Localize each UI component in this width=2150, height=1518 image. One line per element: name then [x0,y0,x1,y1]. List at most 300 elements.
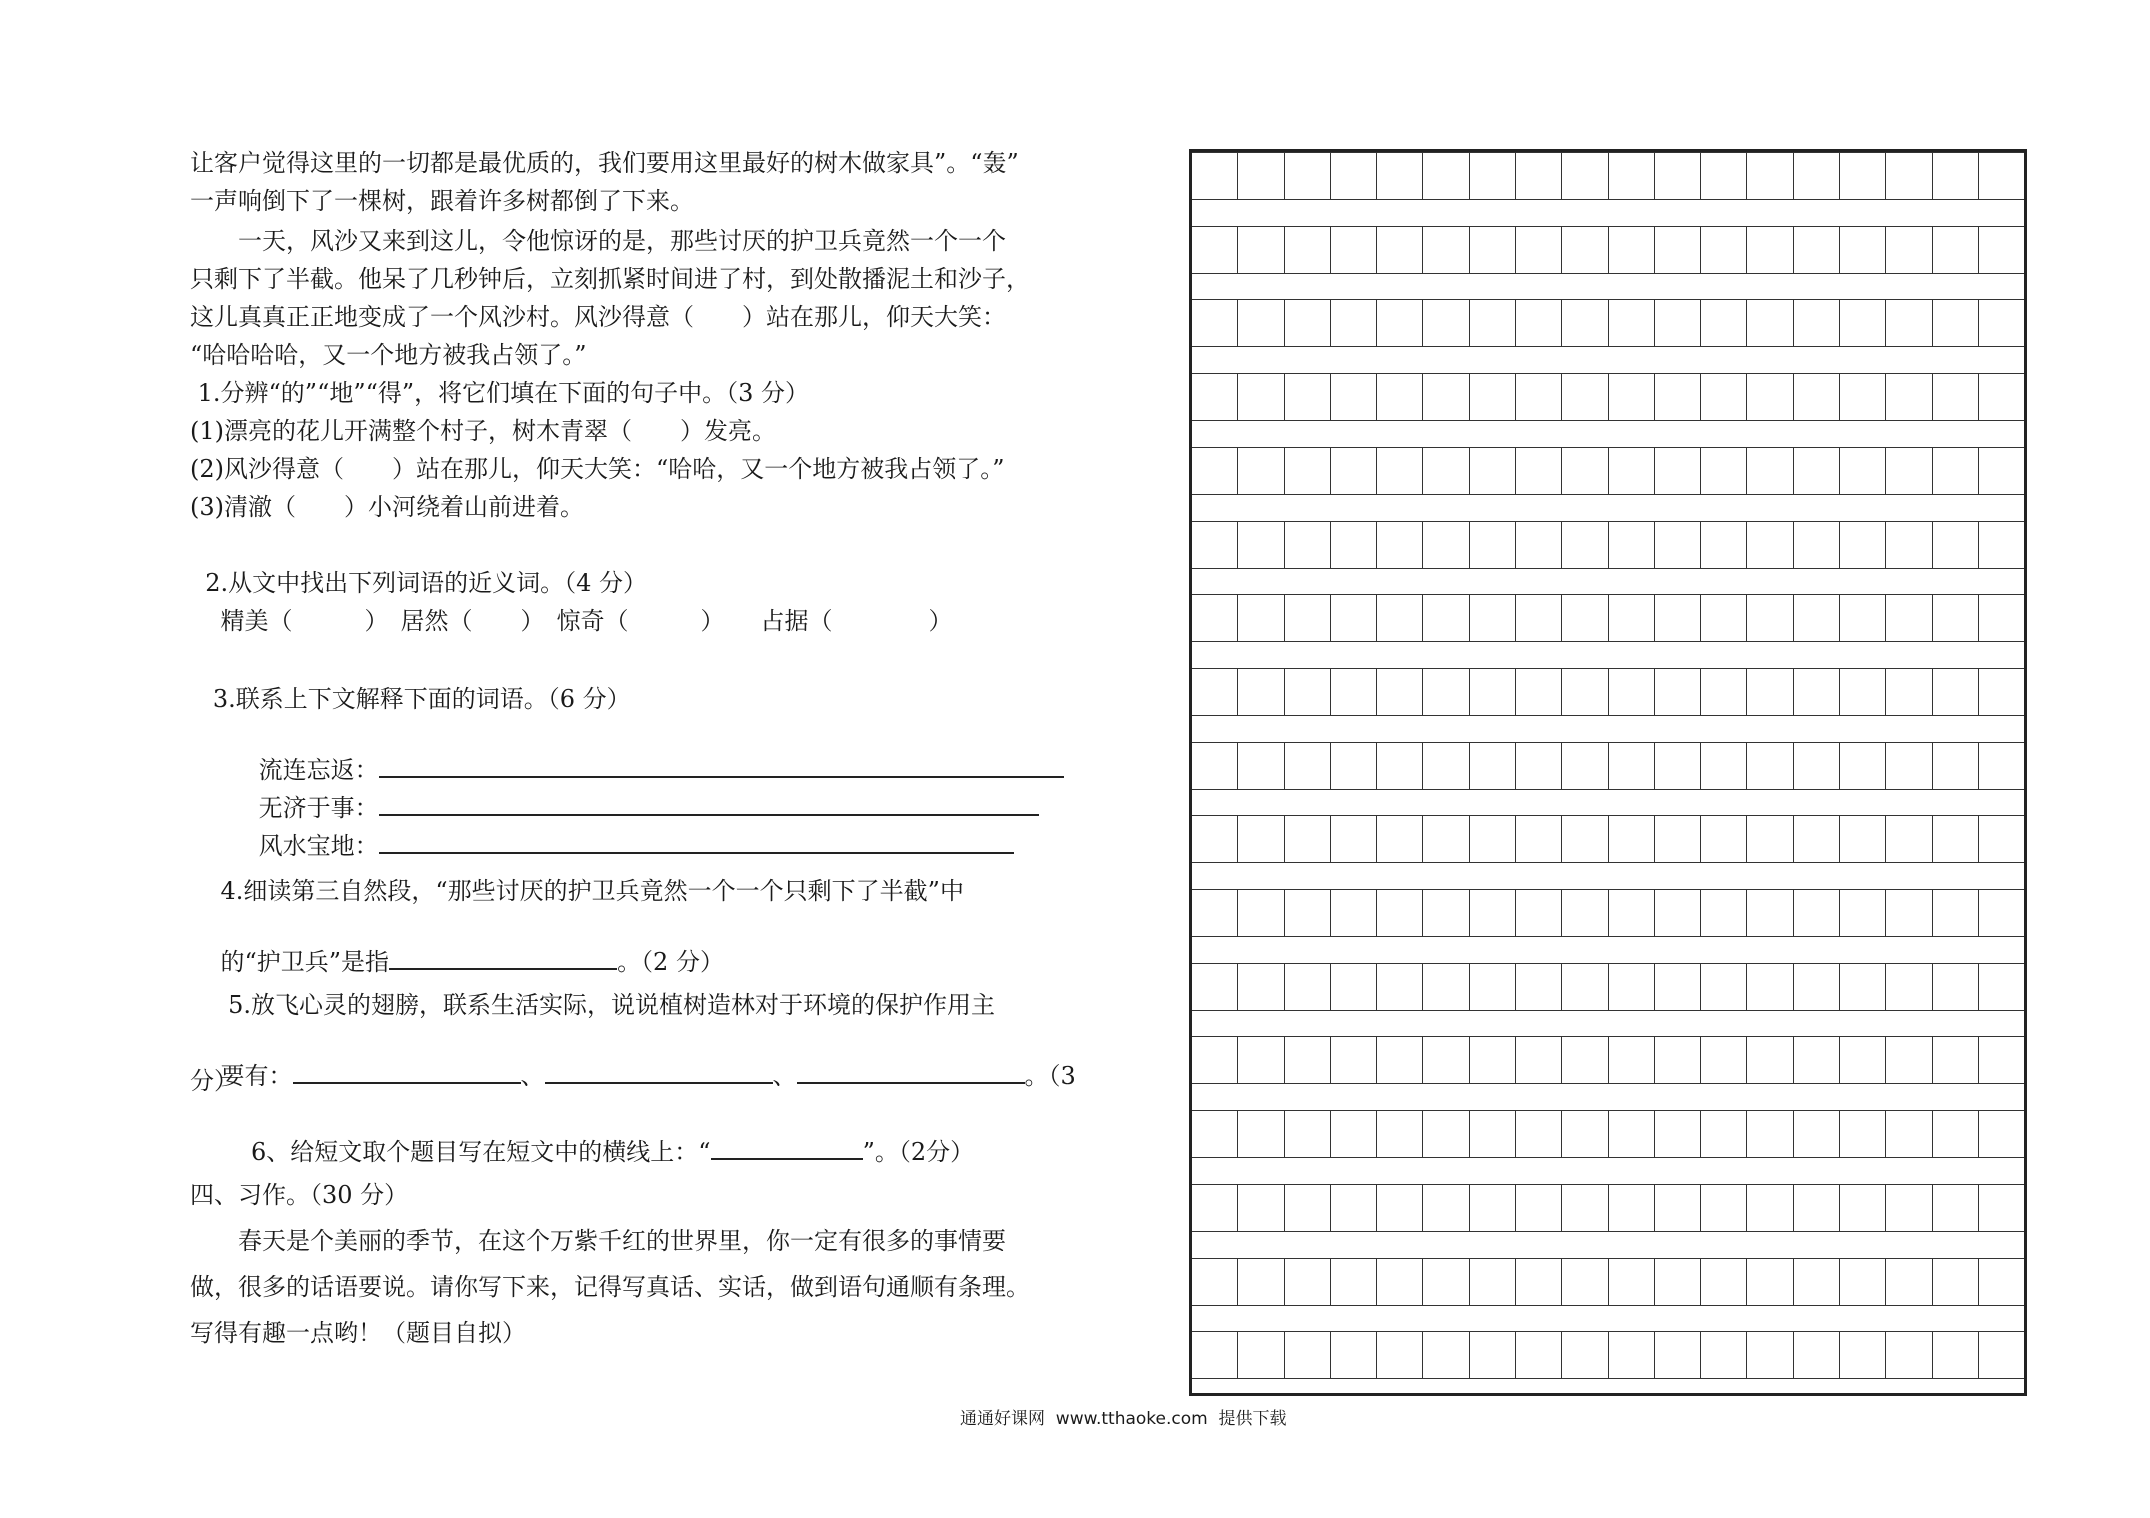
grid-cell[interactable] [1886,964,1932,1010]
grid-cell[interactable] [1655,669,1701,715]
grid-cell[interactable] [1470,374,1516,420]
grid-cell[interactable] [1609,1037,1655,1083]
grid-cell[interactable] [1655,890,1701,936]
grid-cell[interactable] [1794,816,1840,862]
grid-cell[interactable] [1470,964,1516,1010]
grid-cell[interactable] [1470,300,1516,346]
grid-cell[interactable] [1609,890,1655,936]
grid-cell[interactable] [1377,816,1423,862]
grid-cell[interactable] [1516,890,1562,936]
grid-cell[interactable] [1516,1111,1562,1157]
grid-cell[interactable] [1562,1185,1608,1231]
answer-blank[interactable] [545,1058,773,1084]
grid-cell[interactable] [1840,1037,1886,1083]
grid-cell[interactable] [1192,1185,1238,1231]
grid-cell[interactable] [1377,595,1423,641]
grid-cell[interactable] [1933,227,1979,273]
grid-cell[interactable] [1423,1111,1469,1157]
grid-cell[interactable] [1933,595,1979,641]
grid-cell[interactable] [1886,522,1932,568]
grid-cell[interactable] [1840,816,1886,862]
grid-cell[interactable] [1285,964,1331,1010]
grid-cell[interactable] [1655,227,1701,273]
grid-cell[interactable] [1840,1111,1886,1157]
grid-cell[interactable] [1423,227,1469,273]
grid-cell[interactable] [1794,448,1840,494]
grid-cell[interactable] [1192,1037,1238,1083]
grid-cell[interactable] [1331,1332,1377,1378]
grid-cell[interactable] [1840,227,1886,273]
grid-cell[interactable] [1701,964,1747,1010]
grid-cell[interactable] [1470,595,1516,641]
grid-cell[interactable] [1747,1332,1793,1378]
grid-cell[interactable] [1238,1185,1284,1231]
grid-cell[interactable] [1794,1259,1840,1305]
grid-cell[interactable] [1933,890,1979,936]
grid-cell[interactable] [1562,300,1608,346]
grid-cell[interactable] [1331,964,1377,1010]
grid-cell[interactable] [1377,448,1423,494]
grid-cell[interactable] [1840,300,1886,346]
grid-cell[interactable] [1238,1111,1284,1157]
grid-cell[interactable] [1794,522,1840,568]
grid-cell[interactable] [1562,522,1608,568]
grid-cell[interactable] [1933,374,1979,420]
grid-cell[interactable] [1516,595,1562,641]
grid-cell[interactable] [1979,1037,2024,1083]
grid-cell[interactable] [1331,374,1377,420]
grid-cell[interactable] [1794,890,1840,936]
grid-cell[interactable] [1701,522,1747,568]
grid-cell[interactable] [1377,227,1423,273]
grid-cell[interactable] [1655,1037,1701,1083]
grid-cell[interactable] [1886,300,1932,346]
grid-cell[interactable] [1609,816,1655,862]
grid-cell[interactable] [1285,153,1331,199]
grid-cell[interactable] [1470,1037,1516,1083]
grid-cell[interactable] [1285,816,1331,862]
title-blank[interactable] [711,1134,863,1160]
grid-cell[interactable] [1562,448,1608,494]
grid-cell[interactable] [1377,1185,1423,1231]
grid-cell[interactable] [1979,669,2024,715]
grid-cell[interactable] [1516,153,1562,199]
grid-cell[interactable] [1886,1037,1932,1083]
grid-cell[interactable] [1794,1111,1840,1157]
grid-cell[interactable] [1979,522,2024,568]
grid-cell[interactable] [1192,595,1238,641]
grid-cell[interactable] [1562,153,1608,199]
grid-cell[interactable] [1192,743,1238,789]
grid-cell[interactable] [1655,300,1701,346]
grid-cell[interactable] [1238,1259,1284,1305]
grid-cell[interactable] [1285,890,1331,936]
grid-cell[interactable] [1933,1111,1979,1157]
grid-cell[interactable] [1840,1332,1886,1378]
grid-cell[interactable] [1470,1259,1516,1305]
grid-cell[interactable] [1794,595,1840,641]
grid-cell[interactable] [1516,374,1562,420]
grid-cell[interactable] [1377,1259,1423,1305]
grid-cell[interactable] [1331,1259,1377,1305]
grid-cell[interactable] [1747,1259,1793,1305]
grid-cell[interactable] [1285,374,1331,420]
grid-cell[interactable] [1377,153,1423,199]
grid-cell[interactable] [1423,1259,1469,1305]
grid-cell[interactable] [1979,227,2024,273]
grid-cell[interactable] [1747,300,1793,346]
grid-cell[interactable] [1377,669,1423,715]
grid-cell[interactable] [1794,1185,1840,1231]
grid-cell[interactable] [1609,1111,1655,1157]
grid-cell[interactable] [1933,1332,1979,1378]
grid-cell[interactable] [1933,1037,1979,1083]
grid-cell[interactable] [1609,1332,1655,1378]
grid-cell[interactable] [1794,153,1840,199]
grid-cell[interactable] [1377,890,1423,936]
grid-cell[interactable] [1794,300,1840,346]
grid-cell[interactable] [1701,1185,1747,1231]
grid-cell[interactable] [1794,374,1840,420]
grid-cell[interactable] [1701,227,1747,273]
grid-cell[interactable] [1423,743,1469,789]
grid-cell[interactable] [1470,1332,1516,1378]
grid-cell[interactable] [1747,153,1793,199]
answer-blank[interactable] [379,828,1014,854]
grid-cell[interactable] [1331,743,1377,789]
grid-cell[interactable] [1423,448,1469,494]
grid-cell[interactable] [1840,669,1886,715]
grid-cell[interactable] [1516,1037,1562,1083]
grid-cell[interactable] [1933,669,1979,715]
grid-cell[interactable] [1192,1259,1238,1305]
grid-cell[interactable] [1655,1259,1701,1305]
grid-cell[interactable] [1794,1037,1840,1083]
grid-cell[interactable] [1840,448,1886,494]
grid-cell[interactable] [1377,300,1423,346]
grid-cell[interactable] [1192,300,1238,346]
grid-cell[interactable] [1285,1332,1331,1378]
grid-cell[interactable] [1979,153,2024,199]
grid-cell[interactable] [1285,227,1331,273]
grid-cell[interactable] [1609,669,1655,715]
grid-cell[interactable] [1470,743,1516,789]
grid-cell[interactable] [1423,522,1469,568]
grid-cell[interactable] [1470,816,1516,862]
grid-cell[interactable] [1747,816,1793,862]
answer-blank[interactable] [389,944,617,970]
grid-cell[interactable] [1701,1332,1747,1378]
grid-cell[interactable] [1562,816,1608,862]
grid-cell[interactable] [1470,522,1516,568]
grid-cell[interactable] [1423,669,1469,715]
grid-cell[interactable] [1933,300,1979,346]
grid-cell[interactable] [1377,743,1423,789]
grid-cell[interactable] [1516,448,1562,494]
grid-cell[interactable] [1331,1037,1377,1083]
grid-cell[interactable] [1516,300,1562,346]
grid-cell[interactable] [1886,1259,1932,1305]
grid-cell[interactable] [1377,1037,1423,1083]
grid-cell[interactable] [1192,669,1238,715]
grid-cell[interactable] [1747,1111,1793,1157]
grid-cell[interactable] [1655,1332,1701,1378]
grid-cell[interactable] [1747,595,1793,641]
grid-cell[interactable] [1886,669,1932,715]
grid-cell[interactable] [1979,448,2024,494]
grid-cell[interactable] [1192,964,1238,1010]
grid-cell[interactable] [1886,1111,1932,1157]
grid-cell[interactable] [1238,300,1284,346]
grid-cell[interactable] [1331,1185,1377,1231]
grid-cell[interactable] [1655,522,1701,568]
grid-cell[interactable] [1747,743,1793,789]
grid-cell[interactable] [1423,816,1469,862]
grid-cell[interactable] [1285,448,1331,494]
grid-cell[interactable] [1192,890,1238,936]
grid-cell[interactable] [1423,890,1469,936]
grid-cell[interactable] [1979,595,2024,641]
grid-cell[interactable] [1933,1259,1979,1305]
grid-cell[interactable] [1238,448,1284,494]
grid-cell[interactable] [1470,890,1516,936]
grid-cell[interactable] [1840,1185,1886,1231]
grid-cell[interactable] [1655,816,1701,862]
grid-cell[interactable] [1840,153,1886,199]
grid-cell[interactable] [1609,448,1655,494]
grid-cell[interactable] [1886,227,1932,273]
grid-cell[interactable] [1747,1037,1793,1083]
grid-cell[interactable] [1238,1037,1284,1083]
grid-cell[interactable] [1516,669,1562,715]
grid-cell[interactable] [1933,153,1979,199]
grid-cell[interactable] [1609,374,1655,420]
grid-cell[interactable] [1840,595,1886,641]
grid-cell[interactable] [1192,816,1238,862]
grid-cell[interactable] [1979,300,2024,346]
grid-cell[interactable] [1655,1185,1701,1231]
grid-cell[interactable] [1886,374,1932,420]
grid-cell[interactable] [1886,1185,1932,1231]
grid-cell[interactable] [1470,448,1516,494]
grid-cell[interactable] [1470,227,1516,273]
grid-cell[interactable] [1747,1185,1793,1231]
grid-cell[interactable] [1331,448,1377,494]
grid-cell[interactable] [1423,595,1469,641]
grid-cell[interactable] [1609,743,1655,789]
grid-cell[interactable] [1933,964,1979,1010]
grid-cell[interactable] [1516,522,1562,568]
grid-cell[interactable] [1609,595,1655,641]
grid-cell[interactable] [1423,153,1469,199]
grid-cell[interactable] [1655,743,1701,789]
grid-cell[interactable] [1238,153,1284,199]
grid-cell[interactable] [1747,448,1793,494]
grid-cell[interactable] [1562,374,1608,420]
grid-cell[interactable] [1285,1111,1331,1157]
grid-cell[interactable] [1794,1332,1840,1378]
grid-cell[interactable] [1701,374,1747,420]
grid-cell[interactable] [1933,1185,1979,1231]
grid-cell[interactable] [1331,669,1377,715]
grid-cell[interactable] [1331,1111,1377,1157]
grid-cell[interactable] [1331,300,1377,346]
grid-cell[interactable] [1747,522,1793,568]
grid-cell[interactable] [1840,890,1886,936]
grid-cell[interactable] [1933,522,1979,568]
grid-cell[interactable] [1285,1037,1331,1083]
grid-cell[interactable] [1238,374,1284,420]
grid-cell[interactable] [1285,522,1331,568]
grid-cell[interactable] [1979,1332,2024,1378]
grid-cell[interactable] [1979,890,2024,936]
answer-blank[interactable] [797,1058,1025,1084]
grid-cell[interactable] [1979,374,2024,420]
grid-cell[interactable] [1886,1332,1932,1378]
grid-cell[interactable] [1609,522,1655,568]
grid-cell[interactable] [1423,1332,1469,1378]
grid-cell[interactable] [1423,1185,1469,1231]
grid-cell[interactable] [1655,153,1701,199]
grid-cell[interactable] [1655,374,1701,420]
grid-cell[interactable] [1238,227,1284,273]
grid-cell[interactable] [1192,1332,1238,1378]
grid-cell[interactable] [1701,890,1747,936]
grid-cell[interactable] [1840,374,1886,420]
grid-cell[interactable] [1470,1111,1516,1157]
grid-cell[interactable] [1423,1037,1469,1083]
grid-cell[interactable] [1701,300,1747,346]
grid-cell[interactable] [1423,374,1469,420]
grid-cell[interactable] [1794,743,1840,789]
grid-cell[interactable] [1840,743,1886,789]
grid-cell[interactable] [1886,153,1932,199]
grid-cell[interactable] [1747,890,1793,936]
grid-cell[interactable] [1285,669,1331,715]
grid-cell[interactable] [1794,964,1840,1010]
grid-cell[interactable] [1979,816,2024,862]
grid-cell[interactable] [1238,890,1284,936]
grid-cell[interactable] [1794,227,1840,273]
grid-cell[interactable] [1747,964,1793,1010]
grid-cell[interactable] [1516,1259,1562,1305]
writing-grid[interactable] [1189,149,2027,1396]
grid-cell[interactable] [1840,1259,1886,1305]
grid-cell[interactable] [1701,1111,1747,1157]
grid-cell[interactable] [1377,1332,1423,1378]
grid-cell[interactable] [1701,153,1747,199]
grid-cell[interactable] [1979,1259,2024,1305]
grid-cell[interactable] [1840,522,1886,568]
grid-cell[interactable] [1701,743,1747,789]
grid-cell[interactable] [1470,153,1516,199]
grid-cell[interactable] [1701,669,1747,715]
grid-cell[interactable] [1238,964,1284,1010]
grid-cell[interactable] [1192,153,1238,199]
grid-cell[interactable] [1192,448,1238,494]
grid-cell[interactable] [1238,669,1284,715]
grid-cell[interactable] [1609,1185,1655,1231]
grid-cell[interactable] [1377,374,1423,420]
grid-cell[interactable] [1562,1111,1608,1157]
grid-cell[interactable] [1701,448,1747,494]
grid-cell[interactable] [1562,669,1608,715]
grid-cell[interactable] [1331,227,1377,273]
grid-cell[interactable] [1516,964,1562,1010]
grid-cell[interactable] [1331,816,1377,862]
grid-cell[interactable] [1562,227,1608,273]
grid-cell[interactable] [1655,595,1701,641]
grid-cell[interactable] [1701,595,1747,641]
grid-cell[interactable] [1655,1111,1701,1157]
grid-cell[interactable] [1285,300,1331,346]
grid-cell[interactable] [1609,1259,1655,1305]
grid-cell[interactable] [1747,227,1793,273]
grid-cell[interactable] [1701,1037,1747,1083]
grid-cell[interactable] [1701,816,1747,862]
grid-cell[interactable] [1840,964,1886,1010]
grid-cell[interactable] [1470,669,1516,715]
grid-cell[interactable] [1238,522,1284,568]
grid-cell[interactable] [1609,153,1655,199]
grid-cell[interactable] [1562,743,1608,789]
grid-cell[interactable] [1516,1185,1562,1231]
grid-cell[interactable] [1238,1332,1284,1378]
grid-cell[interactable] [1979,1185,2024,1231]
grid-cell[interactable] [1886,595,1932,641]
grid-cell[interactable] [1331,153,1377,199]
grid-cell[interactable] [1516,743,1562,789]
grid-cell[interactable] [1285,1185,1331,1231]
grid-cell[interactable] [1886,448,1932,494]
grid-cell[interactable] [1377,1111,1423,1157]
grid-cell[interactable] [1562,1259,1608,1305]
grid-cell[interactable] [1516,816,1562,862]
grid-cell[interactable] [1423,300,1469,346]
grid-cell[interactable] [1192,374,1238,420]
grid-cell[interactable] [1609,227,1655,273]
grid-cell[interactable] [1192,1111,1238,1157]
grid-cell[interactable] [1331,890,1377,936]
grid-cell[interactable] [1562,964,1608,1010]
grid-cell[interactable] [1238,816,1284,862]
grid-cell[interactable] [1979,743,2024,789]
grid-cell[interactable] [1701,1259,1747,1305]
grid-cell[interactable] [1377,964,1423,1010]
grid-cell[interactable] [1285,595,1331,641]
grid-cell[interactable] [1655,964,1701,1010]
grid-cell[interactable] [1562,890,1608,936]
answer-blank[interactable] [293,1058,521,1084]
grid-cell[interactable] [1886,816,1932,862]
grid-cell[interactable] [1192,227,1238,273]
grid-cell[interactable] [1331,595,1377,641]
grid-cell[interactable] [1655,448,1701,494]
grid-cell[interactable] [1285,743,1331,789]
grid-cell[interactable] [1562,1332,1608,1378]
grid-cell[interactable] [1979,964,2024,1010]
grid-cell[interactable] [1238,595,1284,641]
grid-cell[interactable] [1562,1037,1608,1083]
grid-cell[interactable] [1331,522,1377,568]
grid-cell[interactable] [1933,816,1979,862]
grid-cell[interactable] [1285,1259,1331,1305]
grid-cell[interactable] [1886,890,1932,936]
grid-cell[interactable] [1747,669,1793,715]
grid-cell[interactable] [1747,374,1793,420]
grid-cell[interactable] [1377,522,1423,568]
grid-cell[interactable] [1562,595,1608,641]
